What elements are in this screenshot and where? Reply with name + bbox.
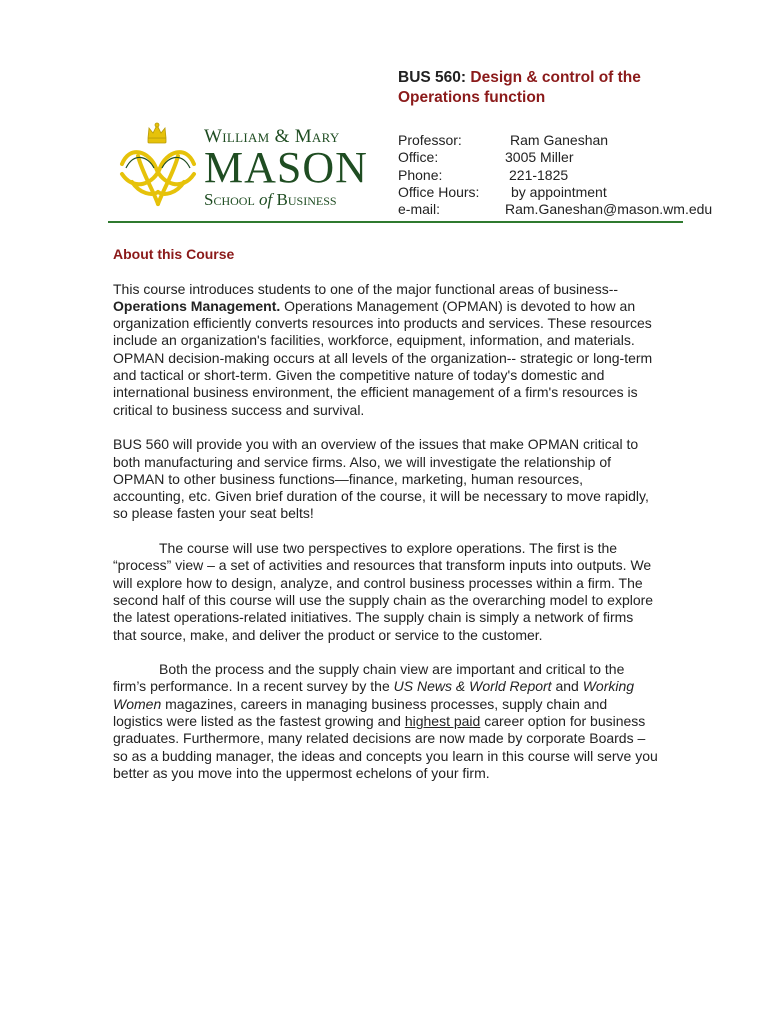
office-hours-value: by appointment	[511, 183, 607, 200]
logo-line-mason: MASON	[204, 143, 368, 192]
professor-label: Professor:	[398, 132, 462, 148]
header-divider	[108, 221, 683, 223]
office-value: 3005 Miller	[505, 149, 574, 166]
about-paragraph-3: The course will use two perspectives to explore operations. The first is the “process” view – a set of activities and resources that transform inputs into outputs. We will explore how to design, analyze, and control business processes within a firm. The second half of this course will use the supply chain as the overarching model to explore the latest operations-related initiatives. The supply chain is simply a network of firms that source, make, and deliver the product or service to the customer.	[113, 540, 654, 643]
email-value: Ram.Ganeshan@mason.wm.edu	[505, 201, 713, 218]
cypher-crown-icon	[112, 122, 204, 214]
course-code: BUS 560	[398, 69, 461, 86]
about-paragraph-1: This course introduces students to one of the major functional areas of business--Operations Management. Operations Management (OPMAN) is devoted to how an organization efficiently converts resources into products and services. These resources include an organization's facilities, workforce, equipment, information, and materials. OPMAN decision-making occurs at all levels of the organization-- strategic or long-term and tactical or short-term. Given the competitive nature of today's domestic and international business environment, the efficient management of a firm's resources is critical to business success and survival.	[113, 280, 653, 418]
about-paragraph-2: BUS 560 will provide you with an overview of the issues that make OPMAN critical to both manufacturing and service firms. Also, we will investigate the relationship of OPMAN to other business functions—finance, marketing, human resources, accounting, etc. Given brief duration of the course, it will be necessary to move rapidly, so please fasten your seat belts!	[113, 436, 649, 522]
working-women-title: Working Women	[113, 678, 635, 712]
office-label: Office:	[398, 149, 439, 166]
course-description	[113, 246, 658, 782]
opman-term: Operations Management.	[113, 297, 281, 314]
logo-line-school: School of Business	[204, 190, 337, 209]
professor-value: Ram Ganeshan	[510, 132, 609, 148]
about-paragraph-4: Both the process and the supply chain view are important and critical to the firm’s performance. In a recent survey by the US News & World Report and Working Women magazines, careers in managing business processes, supply chain and logistics were listed as the fastest growing and highest paid career option for business graduates. Furthermore, many related decisions are now made by corporate Boards – so as a budding manager, the ideas and concepts you learn in this course will serve you better as you move into the uppermost echelons of your firm.	[113, 661, 658, 781]
highest-paid-emphasis: highest paid	[404, 713, 481, 730]
us-news-title: US News & World Report	[393, 678, 552, 695]
logo-line-william-mary: William & Mary	[204, 126, 340, 147]
school-logo	[112, 122, 380, 214]
phone-label: Phone:	[398, 166, 443, 183]
phone-value: 221-1825	[509, 166, 569, 183]
office-hours-label: Office Hours:	[398, 183, 480, 200]
course-title	[398, 68, 698, 108]
about-heading: About this Course	[113, 246, 235, 262]
email-label: e-mail:	[398, 201, 441, 218]
course-separator: :	[460, 69, 467, 86]
logo-wordmark	[204, 126, 384, 212]
course-name: Design & control of the Operations function	[398, 69, 641, 106]
